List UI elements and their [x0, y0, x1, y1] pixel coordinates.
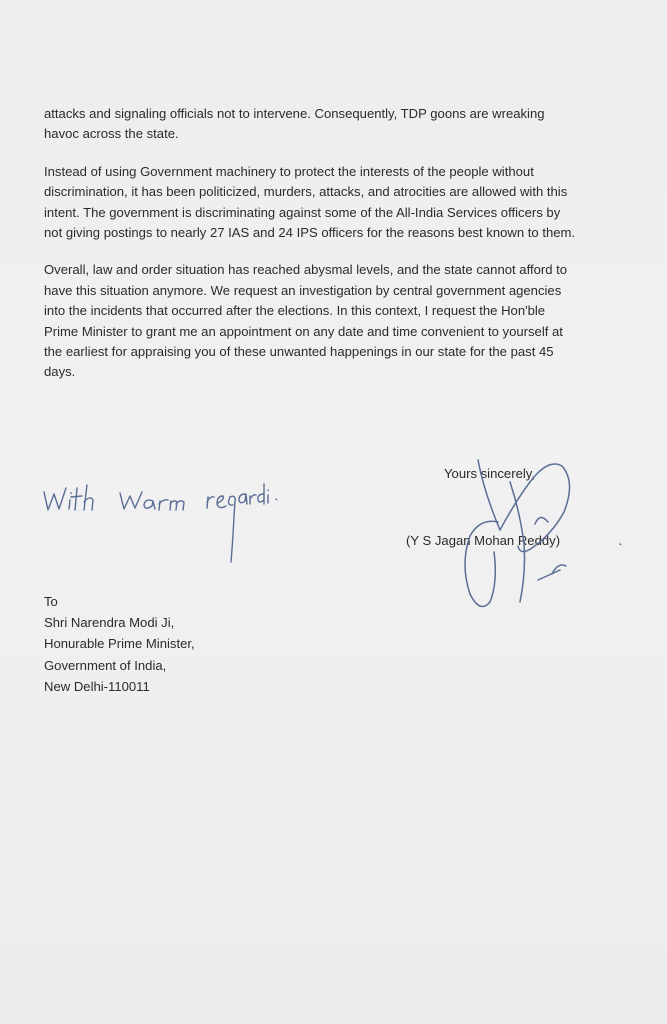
letter-body: [44, 104, 580, 400]
paragraph-continuation: attacks and signaling officials not to intervene. Consequently, TDP goons are wreaking havoc across the state.: [44, 106, 545, 142]
address-line: Government of India,: [44, 657, 167, 673]
paragraph-government-machinery: Instead of using Government machinery to protect the interests of the people without discrimination, it has been politicized, murders, attacks, and atrocities are allowed with this intent. The government is discriminating against some of the All-India Services officers by not giving postings to nearly 27 IAS and 24 IPS officers for the reasons best known to them.: [44, 163, 576, 241]
address-to: To: [44, 594, 58, 609]
address-line: New Delhi-110011: [44, 678, 150, 694]
sign-off: Yours sincerely,: [444, 466, 535, 481]
address-line: Shri Narendra Modi Ji,: [44, 615, 175, 631]
handwritten-closing: [42, 478, 282, 568]
recipient-address: [44, 591, 195, 697]
signatory-name: (Y S Jagan Mohan Reddy): [406, 533, 561, 548]
handwritten-signature: [440, 452, 640, 622]
paragraph-law-and-order: Overall, law and order situation has reached abysmal levels, and the state cannot afford to have this situation anymore. We request an investigation by central government agencies into the incidents that occurred after the elections. In this context, I request the Hon'ble Prime Minister to grant me an appointment on any date and time convenient to yourself at the earliest for appraising you of these unwanted happenings in our state for the past 45 days.: [44, 262, 568, 380]
address-line: Honurable Prime Minister,: [44, 636, 195, 652]
